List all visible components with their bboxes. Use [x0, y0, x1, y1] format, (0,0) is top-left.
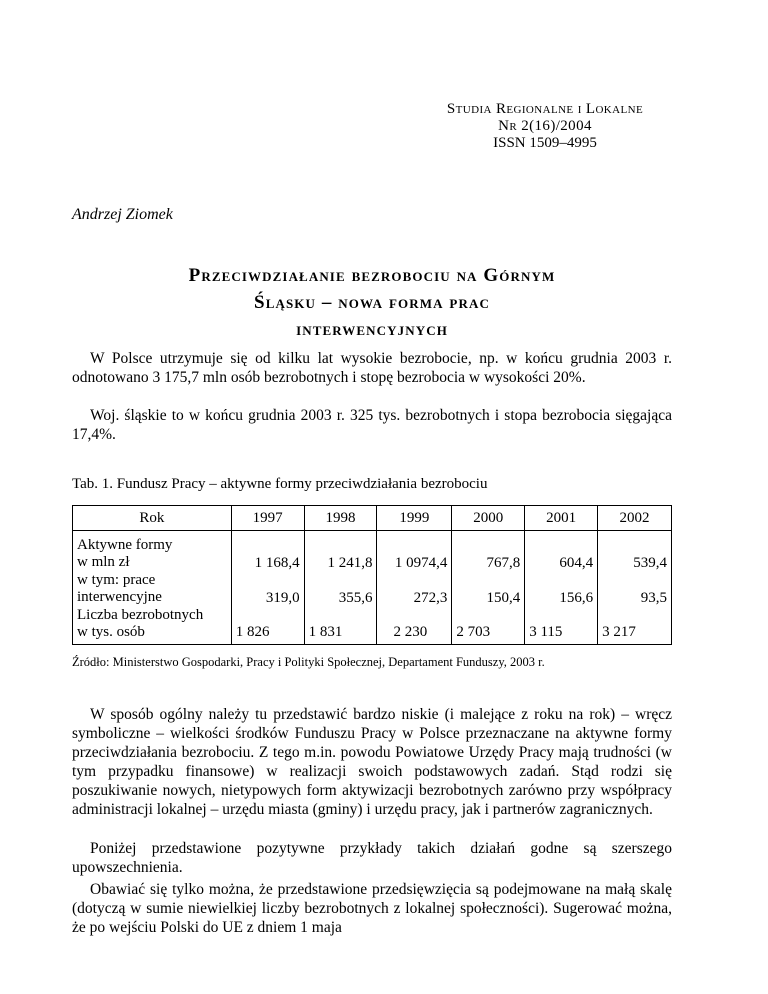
title-line: interwencyjnych: [296, 319, 448, 340]
table-cell: 604,4: [525, 531, 598, 573]
table-cell: 2 703: [452, 607, 525, 645]
intro-paragraph-1: W Polsce utrzymuje się od kilku lat wysokie bezrobocie, np. w końcu grudnia 2003 r. odnotowano 3 175,7 mln osób bezrobotnych i stopę bezrobocia w wysokości 20%.: [72, 350, 672, 386]
table-cell: 3 217: [598, 607, 672, 645]
author-name: Andrzej Ziomek: [72, 206, 173, 223]
header-cell: 1998: [304, 506, 377, 531]
row-label-line: interwencyjne: [77, 589, 162, 605]
header-cell: 2001: [525, 506, 598, 531]
table-row: [73, 572, 672, 607]
table-cell: 1 0974,4: [377, 531, 452, 573]
journal-issue: Nr 2(16)/2004: [498, 118, 592, 134]
table-cell: 319,0: [231, 572, 304, 607]
table-cell: 150,4: [452, 572, 525, 607]
table-row: [73, 607, 672, 645]
row-label-line: w mln zł: [77, 554, 130, 570]
title-line: Śląsku – nowa forma prac: [254, 292, 490, 313]
journal-header: [418, 101, 672, 152]
table-source: Źródło: Ministerstwo Gospodarki, Pracy i Polityki Społecznej, Departament Funduszy, 2003 r.: [72, 655, 545, 669]
intro-paragraph-2: Woj. śląskie to w końcu grudnia 2003 r. 325 tys. bezrobotnych i stopa bezrobocia sięgająca 17,4%.: [72, 407, 672, 443]
table-cell: 156,6: [525, 572, 598, 607]
row-label-line: w tys. osób: [77, 624, 145, 640]
table-header-row: [73, 506, 672, 531]
table-cell: 539,4: [598, 531, 672, 573]
row-label: [73, 572, 232, 607]
table-cell: 767,8: [452, 531, 525, 573]
header-cell: 1997: [231, 506, 304, 531]
article-title: [72, 262, 672, 343]
row-label-line: Aktywne formy: [77, 537, 173, 553]
journal-issn: ISSN 1509–4995: [493, 135, 597, 151]
table-cell: 2 230: [377, 607, 452, 645]
body-paragraph-2: Poniżej przedstawione pozytywne przykłady takich działań godne są szerszego upowszechnienia.: [72, 840, 672, 876]
header-cell: 1999: [377, 506, 452, 531]
row-label-line: Liczba bezrobotnych: [77, 607, 204, 623]
row-label-line: w tym: prace: [77, 572, 156, 588]
body-paragraph-1: W sposób ogólny należy tu przedstawić bardzo niskie (i malejące z roku na rok) – wręcz symboliczne – wielkości środków Funduszu Pracy w Polsce przeznaczane na aktywne formy przeciwdziałania bezrobociu. Z tego m.in. powodu Powiatowe Urzędy Pracy mają trudności (w tym przypadku finansowe) w realizacji swoich podstawowych zadań. Stąd rodzi się poszukiwanie nowych, nietypowych form aktywizacji bezrobotnych zarówno przy współpracy administracji lokalnej – urzędu miasta (gminy) i urzędu pracy, jak i partnerów zagranicznych.: [72, 706, 672, 818]
table-cell: 1 241,8: [304, 531, 377, 573]
table-cell: 93,5: [598, 572, 672, 607]
row-label: [73, 607, 232, 645]
body-paragraph-3: Obawiać się tylko można, że przedstawione przedsięwzięcia są podejmowane na małą skalę (dotyczą w sumie niewielkiej liczby bezrobotnych z lokalnej społeczności). Sugerować można, że po wejściu Polski do UE z dniem 1 maja: [72, 881, 672, 936]
title-line: Przeciwdziałanie bezrobociu na Górnym: [188, 265, 556, 286]
table-cell: 1 831: [304, 607, 377, 645]
table-cell: 1 168,4: [231, 531, 304, 573]
table-cell: 1 826: [231, 607, 304, 645]
table-cell: 355,6: [304, 572, 377, 607]
data-table: [72, 505, 672, 645]
journal-name: Studia Regionalne i Lokalne: [446, 101, 644, 117]
header-cell: 2002: [598, 506, 672, 531]
header-cell: 2000: [452, 506, 525, 531]
table-caption: Tab. 1. Fundusz Pracy – aktywne formy przeciwdziałania bezrobociu: [72, 476, 488, 492]
table-cell: 272,3: [377, 572, 452, 607]
table-row: [73, 531, 672, 573]
table-cell: 3 115: [525, 607, 598, 645]
row-label: [73, 531, 232, 573]
header-cell: Rok: [73, 506, 232, 531]
